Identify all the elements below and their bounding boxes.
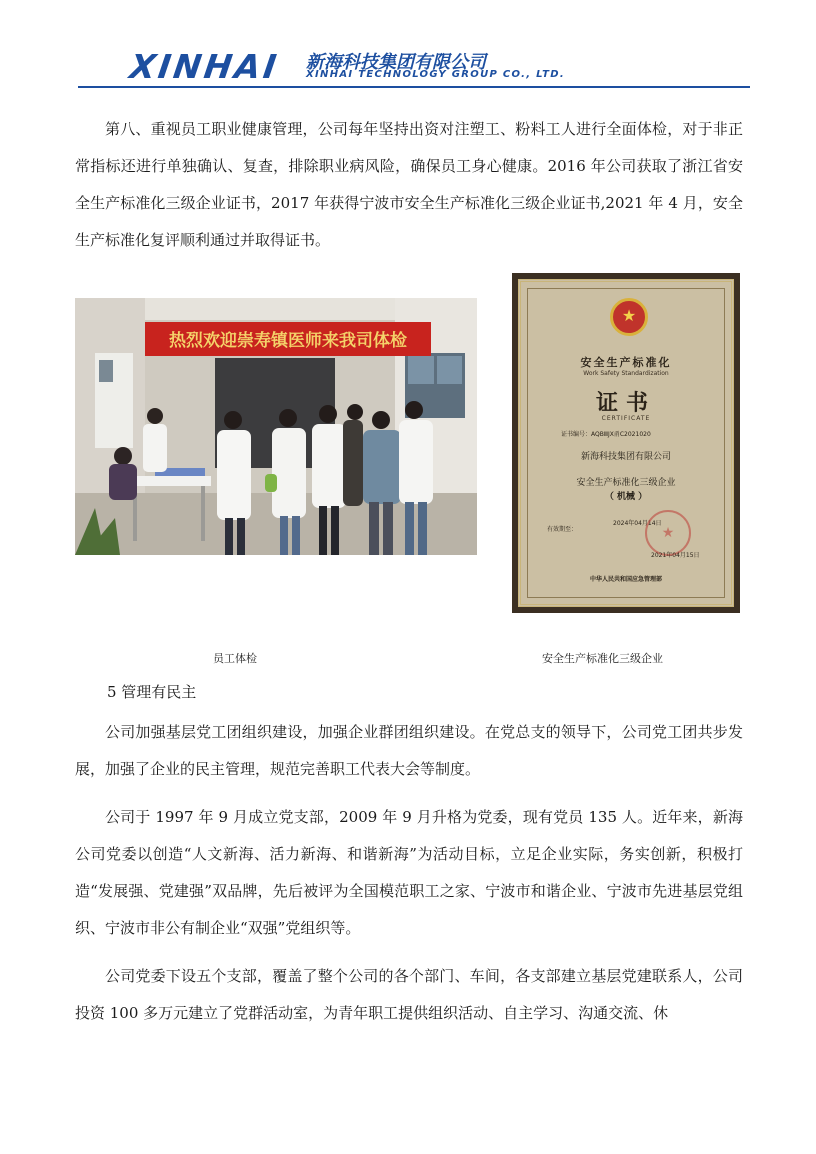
company-logo-english: XINHAI TECHNOLOGY GROUP CO., LTD. xyxy=(306,69,565,80)
official-seal-icon: ★ xyxy=(645,510,691,556)
certificate-valid-date: 2024年04月14日 xyxy=(613,520,662,527)
emergency-management-emblem-icon: ★ xyxy=(610,298,648,336)
company-logo-latin: XINHAI xyxy=(127,47,282,86)
page-header xyxy=(60,46,750,90)
certificate-company: 新海科技集团有限公司 xyxy=(580,452,671,462)
staff-checkup-photo xyxy=(75,298,477,555)
certificate-valid-label: 有效期至： xyxy=(547,526,578,533)
certificate-title-english: Work Safety Standardization xyxy=(583,370,669,377)
paragraph-organization: 公司加强基层党工团组织建设，加强企业群团组织建设。在党总支的领导下，公司党工团共步发展，加强了企业的民主管理，规范完善职工代表大会等制度。 xyxy=(75,723,743,778)
paragraph-party-history: 公司于 1997 年 9 月成立党支部，2009 年 9 月升格为党委，现有党员 135 人。近年来，新海公司党委以创造“人文新海、活力新海、和谐新海”为活动目标，立足企业实际，务实创新，积极打造“发展强、党建强”双品牌，先后被评为全国模范职工之家、宁波市和谐企业、宁波市先进基层党组织、宁波市非公有制企业“双强”党组织等。 xyxy=(75,808,743,937)
header-divider xyxy=(78,86,750,88)
company-logo-chinese: 新海科技集团有限公司 xyxy=(306,52,486,73)
certificate-caption: 安全生产标准化三级企业 xyxy=(542,652,663,665)
certificate-category: （ 机械 ） xyxy=(604,492,648,502)
welcome-banner-text: 热烈欢迎崇寿镇医师来我司体检 xyxy=(169,331,407,351)
photo-caption: 员工体检 xyxy=(213,652,257,665)
certificate-issuer: 中华人民共和国应急管理部 xyxy=(589,576,662,583)
section-heading: 5 管理有民主 xyxy=(107,683,197,701)
certificate-number: 证书编号：AQBⅢJX甬C2021020 xyxy=(561,431,651,438)
paragraph-health-management: 第八、重视员工职业健康管理，公司每年坚持出资对注塑工、粉料工人进行全面体检，对于非正常指标还进行单独确认、复查，排除职业病风险，确保员工身心健康。2016 年公司获取了浙江省安全生产标准化三级企业证书，2017 年获得宁波市安全生产标准化三级企业证书,2021 年 4 月，安全生产标准化复评顺利通过并取得证书。 xyxy=(75,120,743,249)
safety-certificate-image xyxy=(512,273,740,613)
certificate-issue-date: 2021年04月15日 xyxy=(651,552,700,559)
certificate-heading-english: CERTIFICATE xyxy=(601,415,651,422)
paragraph-party-branches: 公司党委下设五个支部，覆盖了整个公司的各个部门、车间，各支部建立基层党建联系人，公司投资 100 多万元建立了党群活动室，为青年职工提供组织活动、自主学习、沟通交流、休 xyxy=(75,967,743,1022)
certificate-level: 安全生产标准化三级企业 xyxy=(576,478,676,488)
certificate-heading: 证书 xyxy=(595,390,656,416)
certificate-title: 安全生产标准化 xyxy=(580,356,672,369)
